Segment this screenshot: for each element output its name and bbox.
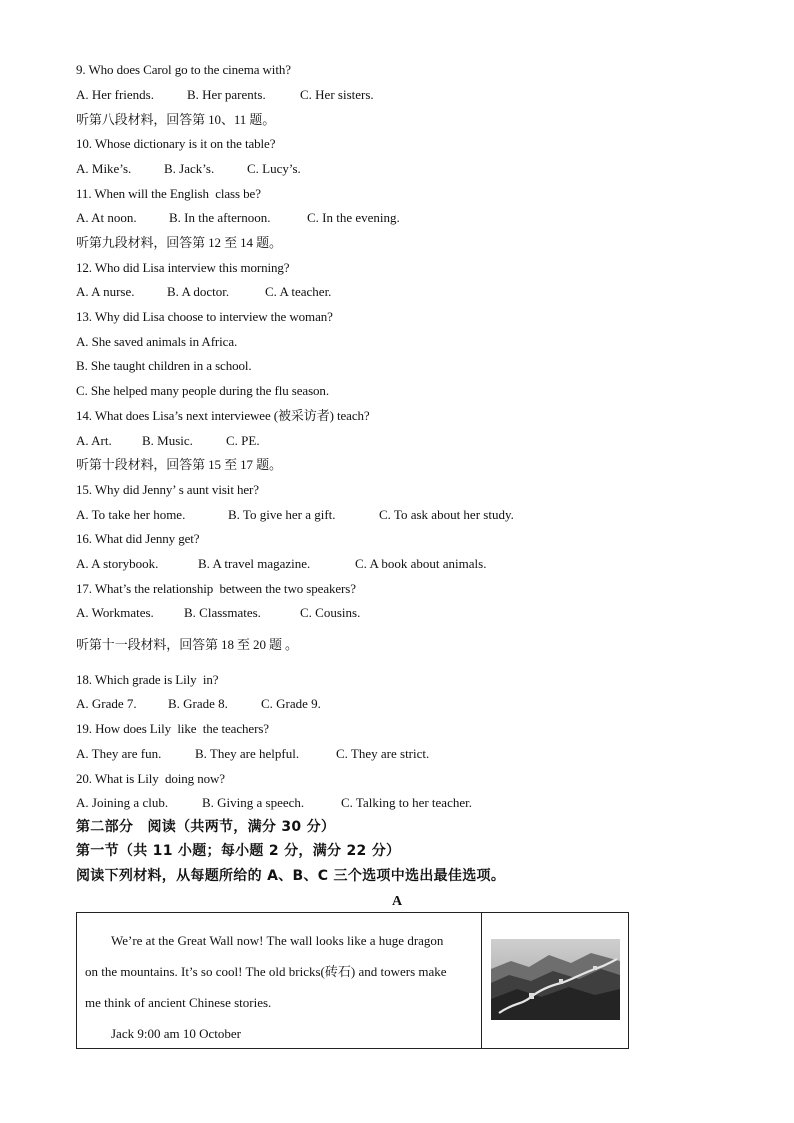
option-a: A. To take her home.	[76, 507, 186, 522]
option-a: A. A nurse.	[76, 284, 135, 299]
passage-text	[85, 925, 477, 1049]
option-b: B. To give her a gift.	[228, 507, 336, 522]
option-a: A. At noon.	[76, 210, 137, 225]
option-c: C. Grade 9.	[261, 696, 321, 711]
question-12: 12. Who did Lisa interview this morning?	[76, 260, 290, 275]
option-b: B. Giving a speech.	[202, 795, 305, 810]
question-16: 16. What did Jenny get?	[76, 531, 200, 546]
option-b: B. Her parents.	[187, 87, 266, 102]
table-divider	[481, 913, 482, 1048]
option-b: B. They are helpful.	[195, 746, 300, 761]
question-18: 18. Which grade is Lily in?	[76, 672, 219, 687]
option-c: C. They are strict.	[336, 746, 430, 761]
section-11-instruction: 听第十一段材料，回答第 18 至 20 题 。	[76, 637, 298, 652]
passage-line: We’re at the Great Wall now! The wall looks like a huge dragon	[111, 933, 444, 948]
option-a: A. Joining a club.	[76, 795, 169, 810]
passage-signature: Jack 9:00 am 10 October	[111, 1026, 241, 1041]
section-9-instruction: 听第九段材料，回答第 12 至 14 题。	[76, 235, 282, 250]
option-a: A. Her friends.	[76, 87, 154, 102]
option-c: C. Cousins.	[300, 605, 361, 620]
option-c: C. A book about animals.	[355, 556, 487, 571]
passage-line: me think of ancient Chinese stories.	[85, 995, 272, 1010]
option-c: C. She helped many people during the flu season.	[76, 383, 329, 398]
passage-label: A	[391, 894, 403, 909]
section-10-instruction: 听第十段材料，回答第 15 至 17 题。	[76, 457, 282, 472]
question-13: 13. Why did Lisa choose to interview the woman?	[76, 309, 333, 324]
option-c: C. Talking to her teacher.	[341, 795, 472, 810]
option-b: B. A travel magazine.	[198, 556, 311, 571]
option-b: B. Music.	[142, 433, 193, 448]
option-b: B. Jack’s.	[164, 161, 215, 176]
option-c: C. Her sisters.	[300, 87, 374, 102]
option-b: B. She taught children in a school.	[76, 358, 252, 373]
option-a: A. She saved animals in Africa.	[76, 334, 238, 349]
option-c: C. A teacher.	[265, 284, 332, 299]
question-17: 17. What’s the relationship between the two speakers?	[76, 581, 356, 596]
option-b: B. A doctor.	[167, 284, 230, 299]
option-c: C. To ask about her study.	[379, 507, 514, 522]
question-14: 14. What does Lisa’s next interviewee (被采访者) teach?	[76, 408, 370, 423]
question-9: 9. Who does Carol go to the cinema with?	[76, 62, 291, 77]
great-wall-photo	[491, 939, 620, 1020]
question-20: 20. What is Lily doing now?	[76, 771, 225, 786]
part-2-title: 第二部分 阅读（共两节，满分 30 分）	[76, 819, 336, 835]
option-a: A. They are fun.	[76, 746, 162, 761]
option-b: B. In the afternoon.	[169, 210, 271, 225]
reading-instruction: 阅读下列材料，从每题所给的 A、B、C 三个选项中选出最佳选项。	[76, 868, 506, 884]
passage-table	[76, 912, 629, 1049]
option-b: B. Grade 8.	[168, 696, 228, 711]
question-11: 11. When will the English class be?	[76, 186, 261, 201]
question-10: 10. Whose dictionary is it on the table?	[76, 136, 276, 151]
option-b: B. Classmates.	[184, 605, 261, 620]
option-a: A. Workmates.	[76, 605, 154, 620]
option-a: A. A storybook.	[76, 556, 159, 571]
section-8-instruction: 听第八段材料，回答第 10、11 题。	[76, 112, 276, 127]
option-a: A. Grade 7.	[76, 696, 137, 711]
section-1-title: 第一节（共 11 小题；每小题 2 分，满分 22 分）	[76, 843, 401, 859]
option-c: C. PE.	[226, 433, 260, 448]
option-a: A. Mike’s.	[76, 161, 132, 176]
option-c: C. In the evening.	[307, 210, 400, 225]
question-19: 19. How does Lily like the teachers?	[76, 721, 269, 736]
question-15: 15. Why did Jenny’ s aunt visit her?	[76, 482, 259, 497]
option-a: A. Art.	[76, 433, 112, 448]
passage-line: on the mountains. It’s so cool! The old bricks(砖石) and towers make	[85, 964, 447, 979]
option-c: C. Lucy’s.	[247, 161, 301, 176]
